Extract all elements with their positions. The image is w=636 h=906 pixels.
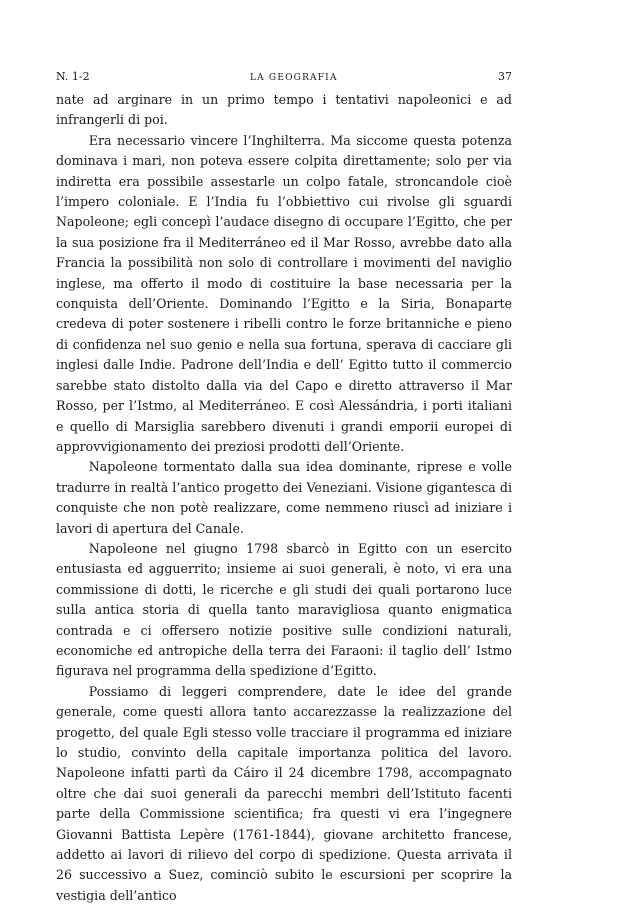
paragraph-1-continuation: nate ad arginare in un primo tempo i tentativi napoleonici e ad infrangerli di poi.: [56, 92, 512, 128]
issue-number: N. 1-2: [56, 70, 90, 83]
paragraph-4: Napoleone nel giugno 1798 sbarcò in Egitto con un esercito entusiasta ed agguerrito; insieme ai suoi generali, è noto, vi era una commissione di dotti, le ricerche e gli studi dei quali portarono luce sulla antica storia di quella tanto maravigliosa quanto enigmatica contrada e ci offersero notizie positive sulle condizioni naturali, economiche ed antropiche della terra dei Faraoni: il taglio dell’ Istmo figurava nel programma della spedizione d’Egitto.: [56, 540, 512, 679]
page: [56, 70, 512, 906]
body-text: [56, 90, 512, 906]
paragraph-3: Napoleone tormentato dalla sua idea dominante, riprese e volle tradurre in realtà l’antico progetto dei Veneziani. Visione gigantesca di conquiste che non potè realizzare, come nemmeno riuscì ad iniziare i lavori di apertura del Canale.: [56, 459, 512, 536]
page-number: 37: [498, 70, 512, 83]
journal-title: LA GEOGRAFIA: [250, 73, 338, 83]
paragraph-5: Possiamo di leggeri comprendere, date le idee del grande generale, come questi allora tanto accarezzasse la realizzazione del progetto, del quale Egli stesso volle tracciare il programma ed iniziare lo studio, convinto della capitale importanza politica del lavoro. Napoleone infatti partì da Cáiro il 24 dicembre 1798, accompagnato oltre che dai suoi generali da parecchi membri dell’Istituto facenti parte della Commissione scientifica; fra questi vi era l’ingegnere Giovanni Battista Lepère (1761-1844), giovane architetto francese, addetto ai lavori di rilievo del corpo di spedizione. Questa arrivata il 26 successivo a Suez, cominciò subito le escursioni per scoprire la vestigia dell’antico: [56, 683, 512, 903]
paragraph-2: Era necessario vincere l’Inghilterra. Ma siccome questa potenza dominava i mari, non poteva essere colpita direttamente; solo per via indiretta era possibile assestarle un colpo fatale, stroncandole cioè l’impero coloniale. E l’India fu l’obbiettivo cui rivolse gli sguardi Napoleone; egli concepì l’audace disegno di occupare l’Egitto, che per la sua posizione fra il Mediterráneo ed il Mar Rosso, avrebbe dato alla Francia la possibilità non solo di controllare i movimenti del naviglio inglese, ma offerto il modo di costituire la base necessaria per la conquista dell’Oriente. Dominando l’Egitto e la Siria, Bonaparte credeva di poter sostenere i ribelli contro le forze britanniche e pieno di confidenza nel suo genio e nella sua fortuna, sperava di cacciare gli inglesi dalle Indie. Padrone dell’India e dell’ Egitto tutto il commercio sarebbe stato distolto dalla via del Capo e diretto attraverso il Mar Rosso, per l’Istmo, al Mediterráneo. E così Alessándria, i porti italiani e quello di Marsiglia sarebbero divenuti i grandi emporii europei di approvvigionamento dei preziosi prodotti dell’Oriente.: [56, 132, 512, 454]
running-header: [56, 70, 512, 90]
